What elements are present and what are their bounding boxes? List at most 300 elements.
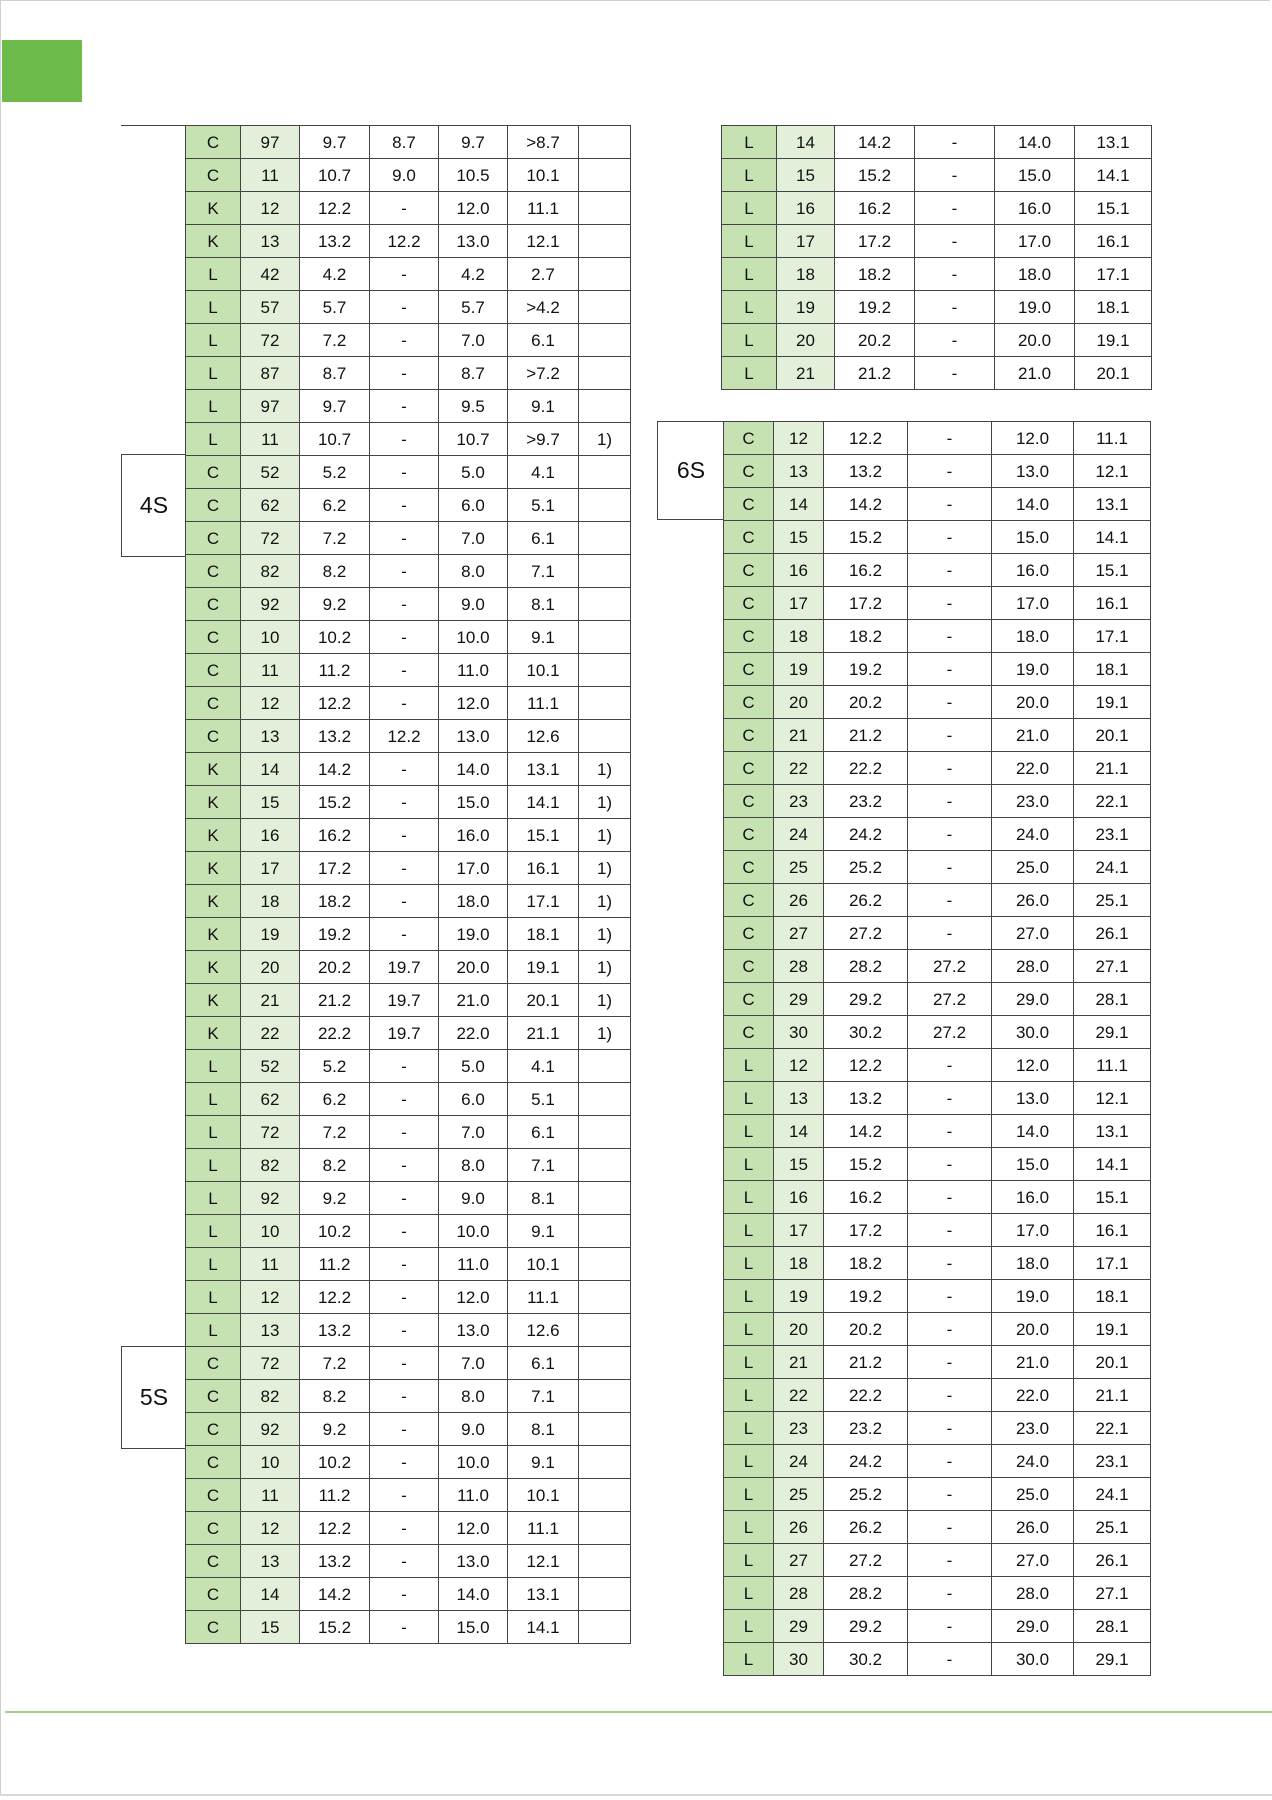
table-cell: [579, 621, 631, 654]
table-cell: 15.0: [992, 1148, 1074, 1181]
table-cell: 8.2: [300, 1380, 370, 1413]
table-cell: 10.2: [300, 1446, 370, 1479]
table-cell: 18: [241, 885, 300, 918]
table-cell: -: [908, 752, 992, 785]
table-cell: -: [370, 1281, 439, 1314]
table-cell: -: [370, 1149, 439, 1182]
table-cell: 30.2: [824, 1016, 908, 1049]
table-cell: 13: [774, 455, 824, 488]
table-cell: 8.1: [508, 1182, 579, 1215]
table-cell: 8.7: [370, 126, 439, 159]
table-row: [724, 686, 1151, 719]
table-cell: 13.2: [300, 225, 370, 258]
table-cell: 30.0: [992, 1016, 1074, 1049]
table-cell: L: [724, 1610, 774, 1643]
table-cell: 13.0: [992, 1082, 1074, 1115]
table-cell: 1): [579, 819, 631, 852]
table-cell: 12.0: [439, 1281, 508, 1314]
table-cell: -: [370, 621, 439, 654]
table-cell: 14: [774, 488, 824, 521]
table-cell: [579, 1545, 631, 1578]
table-cell: 17: [777, 225, 835, 258]
table-cell: 12.1: [508, 1545, 579, 1578]
table-cell: 14.1: [1074, 521, 1151, 554]
table-cell: 23.1: [1074, 818, 1151, 851]
table-cell: -: [908, 1280, 992, 1313]
table-cell: 82: [241, 1380, 300, 1413]
table-cell: C: [724, 851, 774, 884]
table-cell: 1): [579, 753, 631, 786]
table-cell: 18.2: [835, 258, 915, 291]
table-row: [186, 1314, 631, 1347]
table-row: [186, 1512, 631, 1545]
table-row: [724, 785, 1151, 818]
table-cell: 21.2: [300, 984, 370, 1017]
table-cell: 5.7: [439, 291, 508, 324]
table-cell: -: [915, 126, 995, 159]
table-cell: 20: [774, 686, 824, 719]
table-cell: [579, 1479, 631, 1512]
table-cell: -: [908, 1643, 992, 1676]
table-cell: -: [908, 1181, 992, 1214]
table-cell: 15: [777, 159, 835, 192]
table-cell: 21: [774, 1346, 824, 1379]
table-cell: 6.2: [300, 1083, 370, 1116]
table-cell: 1): [579, 852, 631, 885]
table-cell: C: [724, 719, 774, 752]
table-row: [186, 1248, 631, 1281]
table-cell: -: [908, 1148, 992, 1181]
table-cell: 10.1: [508, 1248, 579, 1281]
table-row: [186, 1083, 631, 1116]
table-cell: -: [370, 1314, 439, 1347]
table-cell: L: [186, 423, 241, 456]
table-cell: 14.0: [992, 1115, 1074, 1148]
table-cell: C: [186, 1578, 241, 1611]
table-cell: -: [370, 489, 439, 522]
table-cell: 12: [241, 192, 300, 225]
group-label-6s: 6S: [657, 421, 724, 520]
table-cell: -: [908, 719, 992, 752]
table-cell: -: [908, 488, 992, 521]
table-cell: -: [370, 522, 439, 555]
left-spec-table: [185, 125, 631, 1644]
table-cell: 19.7: [370, 984, 439, 1017]
table-cell: 16.2: [824, 1181, 908, 1214]
table-cell: 13: [241, 1314, 300, 1347]
table-cell: 7.1: [508, 555, 579, 588]
table-cell: 24: [774, 1445, 824, 1478]
table-row: [724, 917, 1151, 950]
table-cell: 23.2: [824, 785, 908, 818]
table-cell: -: [370, 192, 439, 225]
table-row: [186, 324, 631, 357]
table-cell: 11.1: [508, 1281, 579, 1314]
table-cell: -: [370, 1116, 439, 1149]
table-row: [724, 1478, 1151, 1511]
table-cell: 25: [774, 851, 824, 884]
table-cell: 13: [774, 1082, 824, 1115]
table-cell: 9.1: [508, 1215, 579, 1248]
table-cell: [579, 687, 631, 720]
table-cell: C: [724, 455, 774, 488]
table-cell: 15.2: [300, 786, 370, 819]
table-cell: 15.1: [508, 819, 579, 852]
table-cell: 12.2: [300, 192, 370, 225]
table-cell: 28: [774, 1577, 824, 1610]
table-cell: -: [370, 258, 439, 291]
table-cell: [579, 324, 631, 357]
table-cell: -: [370, 324, 439, 357]
table-cell: -: [908, 1247, 992, 1280]
table-row: [724, 983, 1151, 1016]
table-cell: -: [370, 1182, 439, 1215]
table-cell: 17.2: [824, 587, 908, 620]
table-row: [186, 819, 631, 852]
table-cell: 12.2: [824, 1049, 908, 1082]
table-cell: 12.2: [824, 422, 908, 455]
table-cell: 6.1: [508, 1347, 579, 1380]
table-cell: 12: [241, 1281, 300, 1314]
table-cell: 15.0: [439, 786, 508, 819]
table-cell: 15: [241, 786, 300, 819]
table-cell: C: [724, 884, 774, 917]
table-cell: 20.1: [508, 984, 579, 1017]
table-cell: 11.2: [300, 654, 370, 687]
table-cell: 13.0: [439, 225, 508, 258]
table-cell: C: [186, 1347, 241, 1380]
table-cell: 16: [774, 1181, 824, 1214]
table-row: [186, 126, 631, 159]
table-cell: 23.1: [1074, 1445, 1151, 1478]
table-row: [186, 489, 631, 522]
table-cell: 1): [579, 786, 631, 819]
table-cell: -: [370, 1083, 439, 1116]
table-cell: 28.1: [1074, 1610, 1151, 1643]
table-cell: L: [722, 258, 777, 291]
table-cell: K: [186, 786, 241, 819]
table-cell: 20.2: [824, 686, 908, 719]
table-row: [724, 1445, 1151, 1478]
table-cell: C: [186, 1380, 241, 1413]
table-cell: 23.0: [992, 1412, 1074, 1445]
table-cell: -: [370, 819, 439, 852]
table-cell: L: [186, 1182, 241, 1215]
table-cell: 9.7: [300, 390, 370, 423]
table-cell: 8.0: [439, 1149, 508, 1182]
table-row: [186, 687, 631, 720]
table-row: [186, 456, 631, 489]
table-cell: 72: [241, 522, 300, 555]
table-row: [186, 1149, 631, 1182]
table-cell: 8.1: [508, 588, 579, 621]
table-cell: 10.0: [439, 1215, 508, 1248]
table-cell: 27.2: [908, 1016, 992, 1049]
table-cell: K: [186, 885, 241, 918]
table-row: [186, 720, 631, 753]
table-cell: C: [186, 1479, 241, 1512]
table-cell: -: [908, 455, 992, 488]
table-cell: -: [370, 753, 439, 786]
table-row: [186, 291, 631, 324]
table-cell: 62: [241, 489, 300, 522]
table-cell: 25.1: [1074, 1511, 1151, 1544]
table-cell: -: [908, 1478, 992, 1511]
table-cell: 19: [774, 1280, 824, 1313]
table-cell: K: [186, 819, 241, 852]
table-cell: 26: [774, 1511, 824, 1544]
table-cell: 21: [241, 984, 300, 1017]
table-cell: [579, 1314, 631, 1347]
table-cell: 5.0: [439, 456, 508, 489]
table-cell: 11.1: [508, 1512, 579, 1545]
table-cell: 52: [241, 1050, 300, 1083]
table-cell: C: [186, 588, 241, 621]
table-cell: 10: [241, 621, 300, 654]
table-row: [186, 1479, 631, 1512]
table-cell: 1): [579, 885, 631, 918]
table-cell: -: [908, 521, 992, 554]
table-cell: 9.0: [439, 1182, 508, 1215]
table-cell: -: [915, 324, 995, 357]
table-row: [724, 653, 1151, 686]
table-cell: 14.0: [439, 753, 508, 786]
table-cell: L: [724, 1412, 774, 1445]
table-cell: 18.2: [824, 620, 908, 653]
table-cell: 13: [241, 1545, 300, 1578]
table-cell: 14.0: [439, 1578, 508, 1611]
table-cell: 26.1: [1074, 917, 1151, 950]
table-cell: 7.2: [300, 1347, 370, 1380]
table-cell: 11: [241, 654, 300, 687]
table-row: [724, 1346, 1151, 1379]
table-cell: 28: [774, 950, 824, 983]
table-cell: 23: [774, 1412, 824, 1445]
table-cell: 22.0: [439, 1017, 508, 1050]
table-cell: -: [370, 423, 439, 456]
table-cell: -: [908, 1577, 992, 1610]
table-cell: C: [724, 752, 774, 785]
table-cell: 21.2: [824, 1346, 908, 1379]
table-row: [724, 1577, 1151, 1610]
table-cell: 15: [774, 1148, 824, 1181]
table-cell: 24.0: [992, 1445, 1074, 1478]
table-cell: 16.1: [508, 852, 579, 885]
table-cell: 13.1: [508, 753, 579, 786]
table-cell: -: [908, 1313, 992, 1346]
table-cell: 12.2: [370, 720, 439, 753]
table-cell: [579, 720, 631, 753]
table-cell: 14.2: [300, 1578, 370, 1611]
table-cell: 21: [777, 357, 835, 390]
table-row: [724, 1379, 1151, 1412]
table-cell: 19.1: [508, 951, 579, 984]
table-cell: -: [370, 918, 439, 951]
table-cell: 16.1: [1074, 1214, 1151, 1247]
table-cell: [579, 1446, 631, 1479]
table-cell: 16.2: [824, 554, 908, 587]
table-top-rule: [121, 125, 186, 126]
table-cell: 17.1: [1074, 620, 1151, 653]
table-cell: 24.2: [824, 1445, 908, 1478]
table-cell: C: [186, 456, 241, 489]
table-row: [186, 1380, 631, 1413]
table-cell: 22.2: [300, 1017, 370, 1050]
table-cell: 14: [774, 1115, 824, 1148]
table-cell: L: [724, 1082, 774, 1115]
table-cell: 12.0: [439, 192, 508, 225]
table-cell: L: [724, 1247, 774, 1280]
table-row: [724, 1049, 1151, 1082]
table-cell: C: [724, 422, 774, 455]
table-cell: 28.2: [824, 1577, 908, 1610]
table-cell: 12.2: [370, 225, 439, 258]
table-cell: 26: [774, 884, 824, 917]
table-cell: [579, 1380, 631, 1413]
table-cell: 57: [241, 291, 300, 324]
table-cell: 29.2: [824, 983, 908, 1016]
table-row: [186, 159, 631, 192]
table-row: [724, 1148, 1151, 1181]
table-cell: 16.0: [992, 1181, 1074, 1214]
table-cell: 1): [579, 951, 631, 984]
table-cell: 12.2: [300, 687, 370, 720]
table-cell: 92: [241, 1413, 300, 1446]
brand-color-block: [2, 40, 82, 102]
table-cell: -: [370, 687, 439, 720]
table-cell: K: [186, 753, 241, 786]
table-cell: -: [908, 1610, 992, 1643]
table-cell: C: [724, 785, 774, 818]
table-cell: 24.2: [824, 818, 908, 851]
table-cell: 1): [579, 423, 631, 456]
table-cell: C: [724, 818, 774, 851]
table-cell: 29: [774, 1610, 824, 1643]
table-cell: 4.1: [508, 456, 579, 489]
table-cell: 10.2: [300, 1215, 370, 1248]
group-label-5s: 5S: [121, 1346, 186, 1449]
table-cell: 22: [774, 752, 824, 785]
table-row: [186, 1578, 631, 1611]
table-cell: 25.1: [1074, 884, 1151, 917]
table-cell: 11.1: [508, 192, 579, 225]
table-cell: 19: [774, 653, 824, 686]
table-cell: 6.1: [508, 522, 579, 555]
table-cell: 13.2: [300, 1545, 370, 1578]
table-cell: -: [908, 851, 992, 884]
table-cell: [579, 456, 631, 489]
table-row: [186, 1017, 631, 1050]
table-cell: 13: [241, 720, 300, 753]
table-cell: 72: [241, 324, 300, 357]
table-cell: 16.0: [995, 192, 1075, 225]
table-row: [724, 1544, 1151, 1577]
table-cell: L: [724, 1544, 774, 1577]
table-row: [722, 258, 1152, 291]
table-cell: 30: [774, 1643, 824, 1676]
table-row: [186, 852, 631, 885]
table-cell: L: [724, 1445, 774, 1478]
table-cell: 9.0: [370, 159, 439, 192]
table-cell: 82: [241, 555, 300, 588]
table-cell: 20.2: [300, 951, 370, 984]
table-cell: 11.0: [439, 1479, 508, 1512]
table-cell: C: [186, 621, 241, 654]
table-cell: 8.7: [300, 357, 370, 390]
table-cell: 6.0: [439, 489, 508, 522]
table-cell: 18: [774, 620, 824, 653]
table-cell: K: [186, 192, 241, 225]
page-bottom-edge: [0, 1794, 1272, 1796]
table-cell: 18.1: [1074, 653, 1151, 686]
table-cell: 15.1: [1075, 192, 1152, 225]
table-cell: 82: [241, 1149, 300, 1182]
table-cell: 11.2: [300, 1248, 370, 1281]
table-cell: 27.0: [992, 917, 1074, 950]
table-cell: 17.2: [300, 852, 370, 885]
table-row: [724, 1115, 1151, 1148]
table-cell: K: [186, 852, 241, 885]
table-cell: 17: [774, 587, 824, 620]
table-cell: 17.0: [992, 1214, 1074, 1247]
table-cell: 18.2: [824, 1247, 908, 1280]
table-cell: 9.7: [300, 126, 370, 159]
table-cell: 19.0: [995, 291, 1075, 324]
table-cell: [579, 192, 631, 225]
table-cell: 12.0: [992, 1049, 1074, 1082]
table-row: [724, 1643, 1151, 1676]
table-cell: 20.2: [835, 324, 915, 357]
table-cell: 12.2: [300, 1281, 370, 1314]
table-cell: 12.1: [1074, 1082, 1151, 1115]
table-row: [724, 554, 1151, 587]
table-cell: -: [908, 1511, 992, 1544]
table-cell: L: [724, 1181, 774, 1214]
table-cell: 19.1: [1074, 686, 1151, 719]
table-cell: 25: [774, 1478, 824, 1511]
table-cell: [579, 1149, 631, 1182]
table-row: [724, 719, 1151, 752]
table-cell: 20.1: [1075, 357, 1152, 390]
table-cell: 19.2: [824, 653, 908, 686]
table-cell: C: [186, 654, 241, 687]
table-row: [186, 1116, 631, 1149]
table-cell: -: [908, 1412, 992, 1445]
table-cell: -: [370, 357, 439, 390]
table-cell: 4.2: [439, 258, 508, 291]
table-cell: -: [370, 1215, 439, 1248]
table-cell: 20.0: [992, 1313, 1074, 1346]
table-cell: 29: [774, 983, 824, 1016]
table-cell: 11: [241, 1479, 300, 1512]
table-cell: -: [370, 555, 439, 588]
table-cell: -: [908, 422, 992, 455]
table-cell: 21.1: [508, 1017, 579, 1050]
table-row: [724, 620, 1151, 653]
table-cell: 8.2: [300, 555, 370, 588]
table-cell: >8.7: [508, 126, 579, 159]
table-cell: -: [908, 686, 992, 719]
table-cell: 7.0: [439, 1347, 508, 1380]
table-row: [724, 587, 1151, 620]
table-cell: 21.2: [824, 719, 908, 752]
table-cell: 16.0: [439, 819, 508, 852]
table-cell: [579, 390, 631, 423]
table-cell: 29.1: [1074, 1016, 1151, 1049]
table-cell: 16: [777, 192, 835, 225]
table-cell: 8.0: [439, 555, 508, 588]
table-cell: 20: [774, 1313, 824, 1346]
